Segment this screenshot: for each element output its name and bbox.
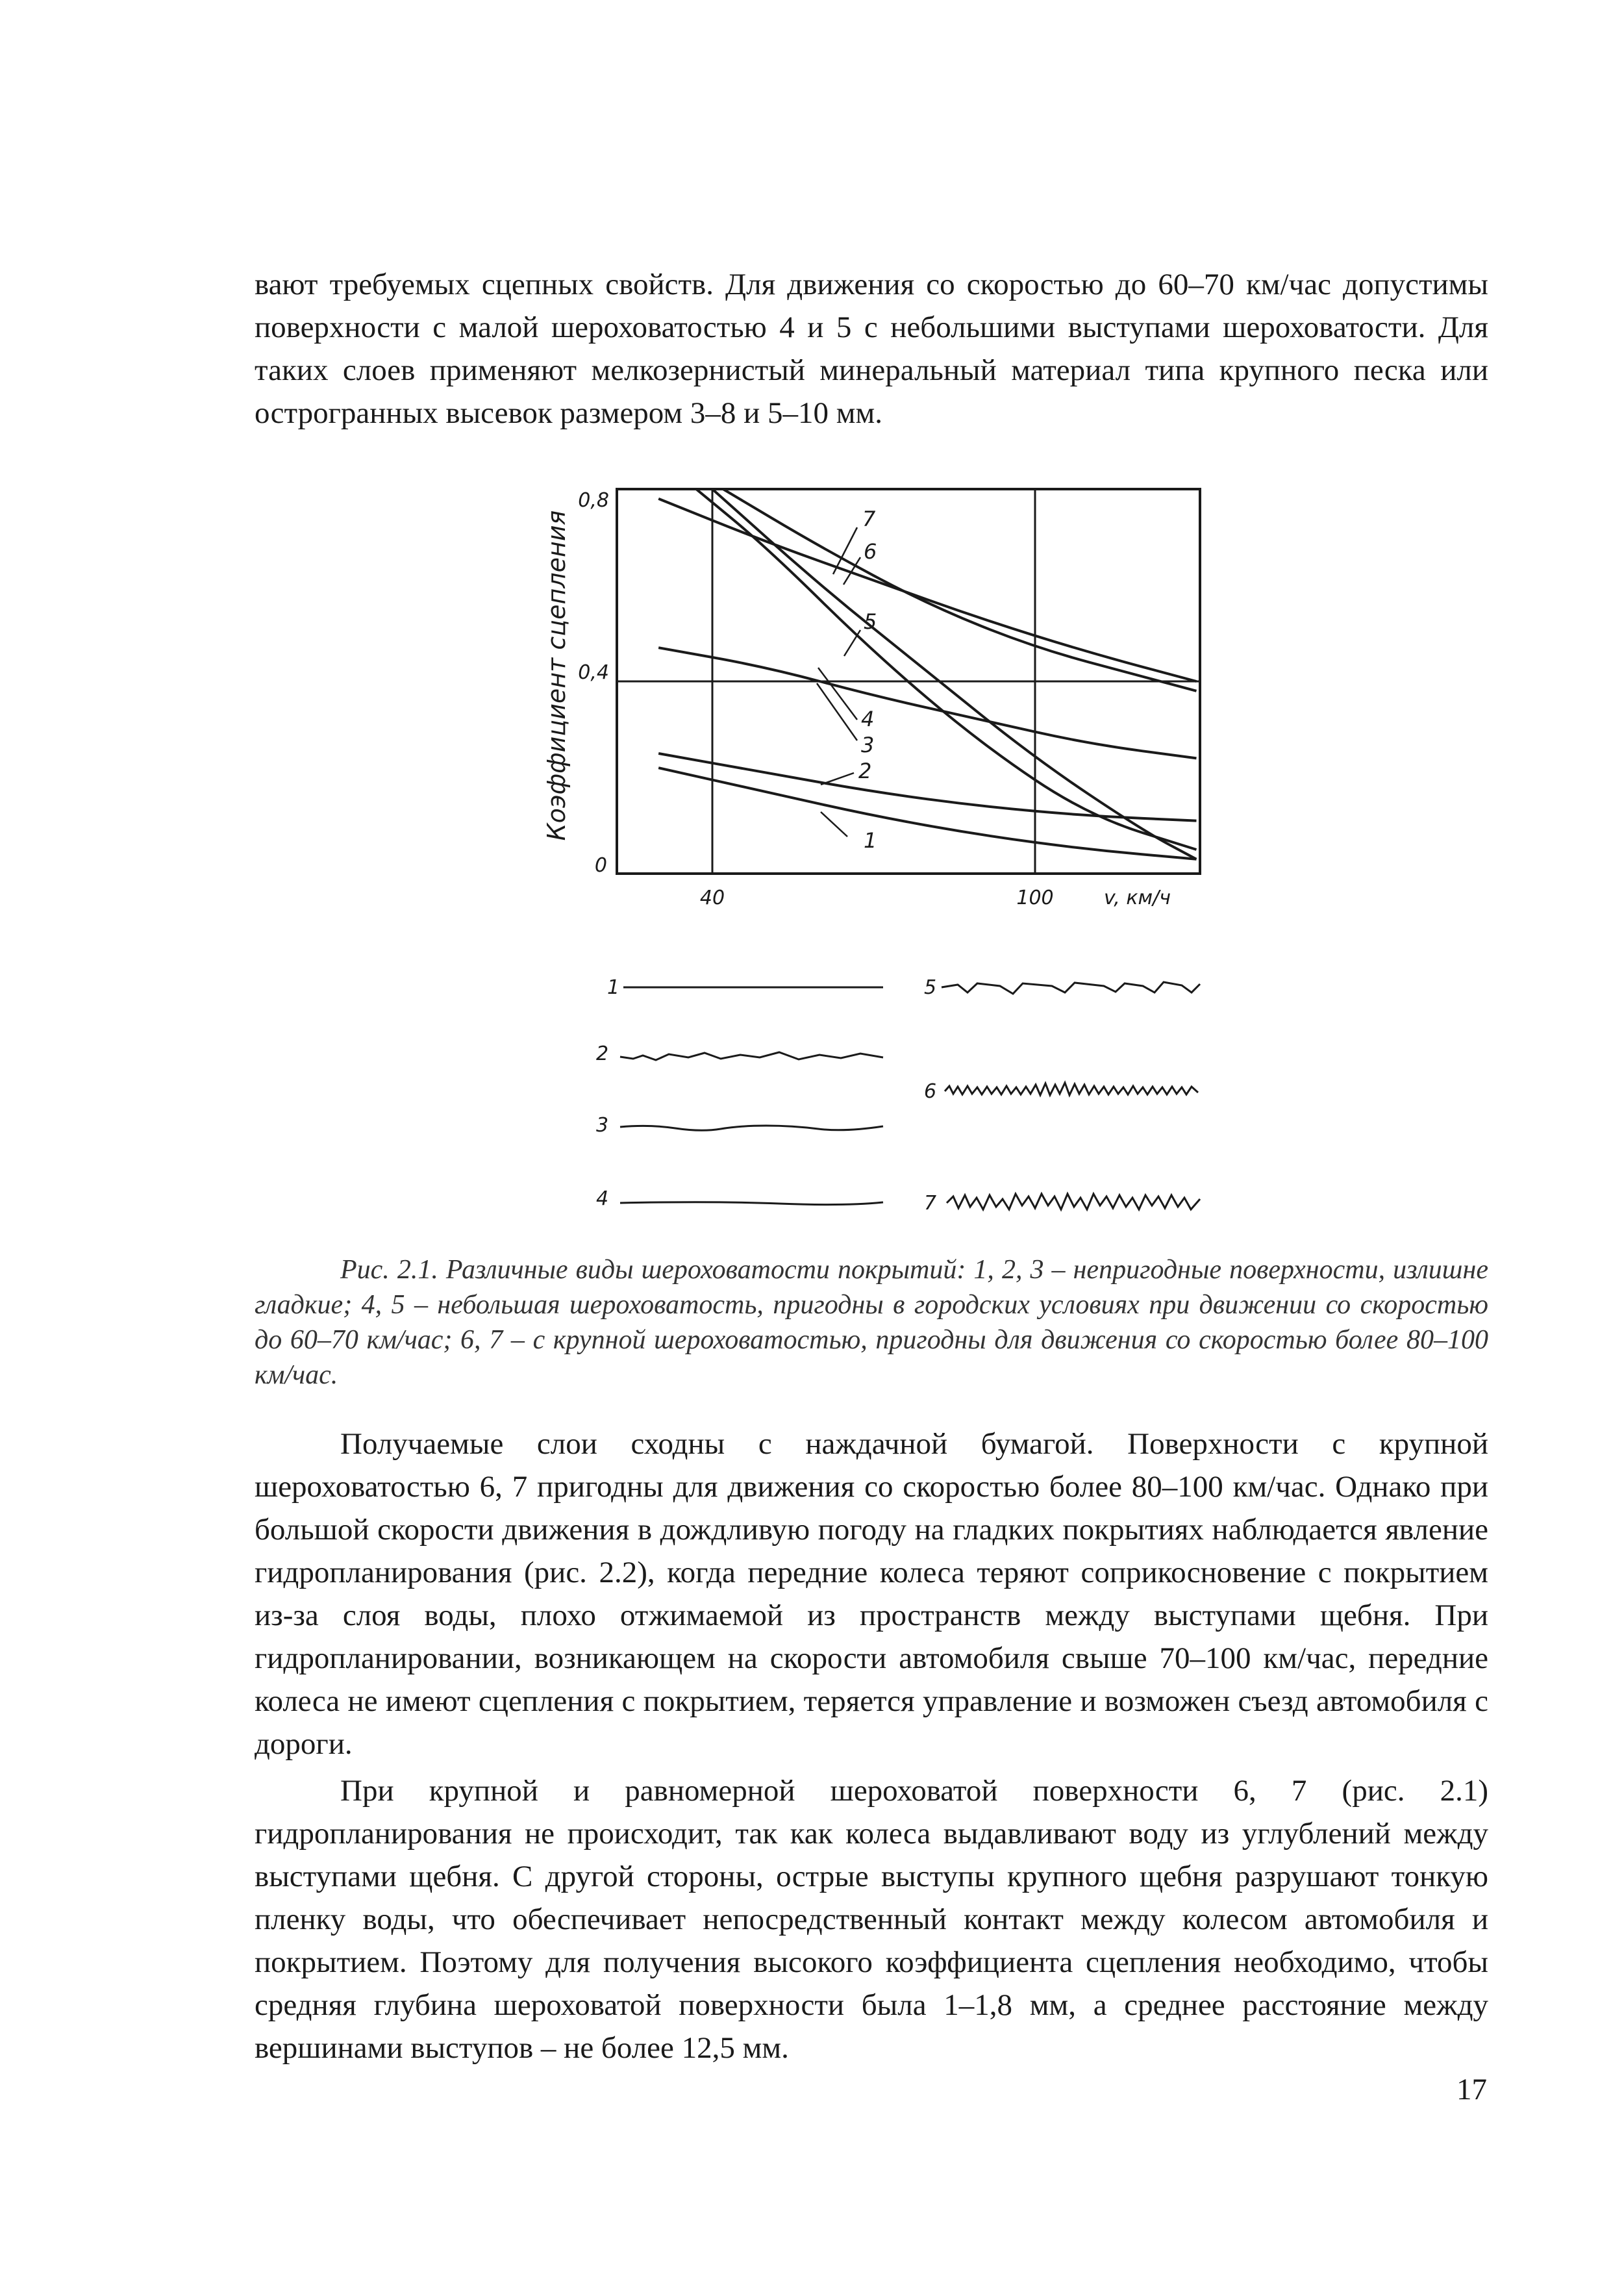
sample-profile-7 — [947, 1194, 1200, 1209]
body-text — [255, 1422, 1488, 2069]
series-line-7 — [723, 489, 1197, 691]
y-tick-04: 0,4 — [578, 661, 609, 684]
curve-label-3: 3 — [861, 733, 875, 757]
curve-label-6: 6 — [864, 539, 877, 564]
figure-caption: Рис. 2.1. Различные виды шероховатости покрытий: 1, 2, 3 – непригодные поверхности, излишне гладкие; 4, 5 – небольшая шероховатость, пригодны в городских условиях при движении со скоростью до 60–70 км/час; 6, 7 – с крупной шероховатостью, пригодны для движения со скоростью более 80–100 км/час. — [255, 1255, 1488, 1390]
sample-label-2: 2 — [596, 1042, 609, 1065]
intro-paragraph: вают требуемых сцепных свойств. Для движения со скоростью до 60–70 км/час допустимы поверхности с малой шероховатостью 4 и 5 с небольшими выступами шероховатости. Для таких слоев применяют мелкозернистый минеральный материал типа крупного песка или острогранных высевок размером 3–8 и 5–10 мм. — [255, 268, 1488, 430]
body-paragraph-1: Получаемые слои сходны с наждачной бумагой. Поверхности с крупной шероховатостью 6, 7 пригодны для движения со скоростью более 80–100 км/час. Однако при большой скорости движения в дождливую погоду на гладких покрытиях наблюдается явление гидропланирования (рис. 2.2), когда передние колеса теряют соприкосновение с покрытием из-за слоя воды, плохо отжимаемой из пространств между выступами щебня. При гидропланировании, возникающем на скорости автомобиля свыше 70–100 км/час, передние колеса не имеют сцепления с покрытием, теряется управление и возможен съезд автомобиля с дороги. — [255, 1427, 1488, 1761]
sample-label-5: 5 — [924, 976, 937, 999]
sample-label-4: 4 — [596, 1187, 609, 1210]
sample-label-1: 1 — [607, 976, 620, 999]
sample-profile-3 — [620, 1126, 883, 1130]
sample-profile-2 — [620, 1052, 883, 1060]
sample-label-3: 3 — [596, 1114, 609, 1137]
friction-chart — [542, 489, 1200, 909]
y-axis-label: Коэффициент сцепления — [542, 510, 571, 841]
series-group — [658, 489, 1196, 859]
y-tick-0: 0 — [594, 854, 607, 877]
x-tick-40: 40 — [699, 887, 725, 909]
curve-label-4: 4 — [861, 707, 875, 731]
curve-label-5: 5 — [864, 609, 877, 634]
sample-profile-4 — [620, 1202, 883, 1205]
sample-profile-5 — [942, 982, 1200, 994]
page-number: 17 — [1456, 2073, 1487, 2106]
sample-label-6: 6 — [924, 1080, 937, 1103]
x-tick-100: 100 — [1016, 887, 1054, 909]
sample-label-7: 7 — [924, 1192, 937, 1215]
y-tick-08: 0,8 — [578, 489, 609, 512]
x-axis-label: v, км/ч — [1104, 887, 1171, 909]
body-paragraph-2: При крупной и равномерной шероховатой поверхности 6, 7 (рис. 2.1) гидропланирования не происходит, так как колеса выдавливают воду из углублений между выступами щебня. С другой стороны, острые выступы крупного щебня разрушают тонкую пленку воды, что обеспечивает непосредственный контакт между колесом автомобиля и покрытием. Поэтому для получения высокого коэффициента сцепления необходимо, чтобы средняя глубина шероховатой поверхности была 1–1,8 мм, а среднее расстояние между вершинами выступов – не более 12,5 мм. — [255, 1774, 1488, 2065]
curve-label-2: 2 — [858, 759, 872, 783]
sample-profile-6 — [945, 1083, 1198, 1095]
series-line-5 — [658, 648, 1196, 758]
curve-label-7: 7 — [862, 507, 876, 531]
curve-label-1: 1 — [864, 828, 877, 853]
roughness-samples — [596, 976, 1200, 1215]
